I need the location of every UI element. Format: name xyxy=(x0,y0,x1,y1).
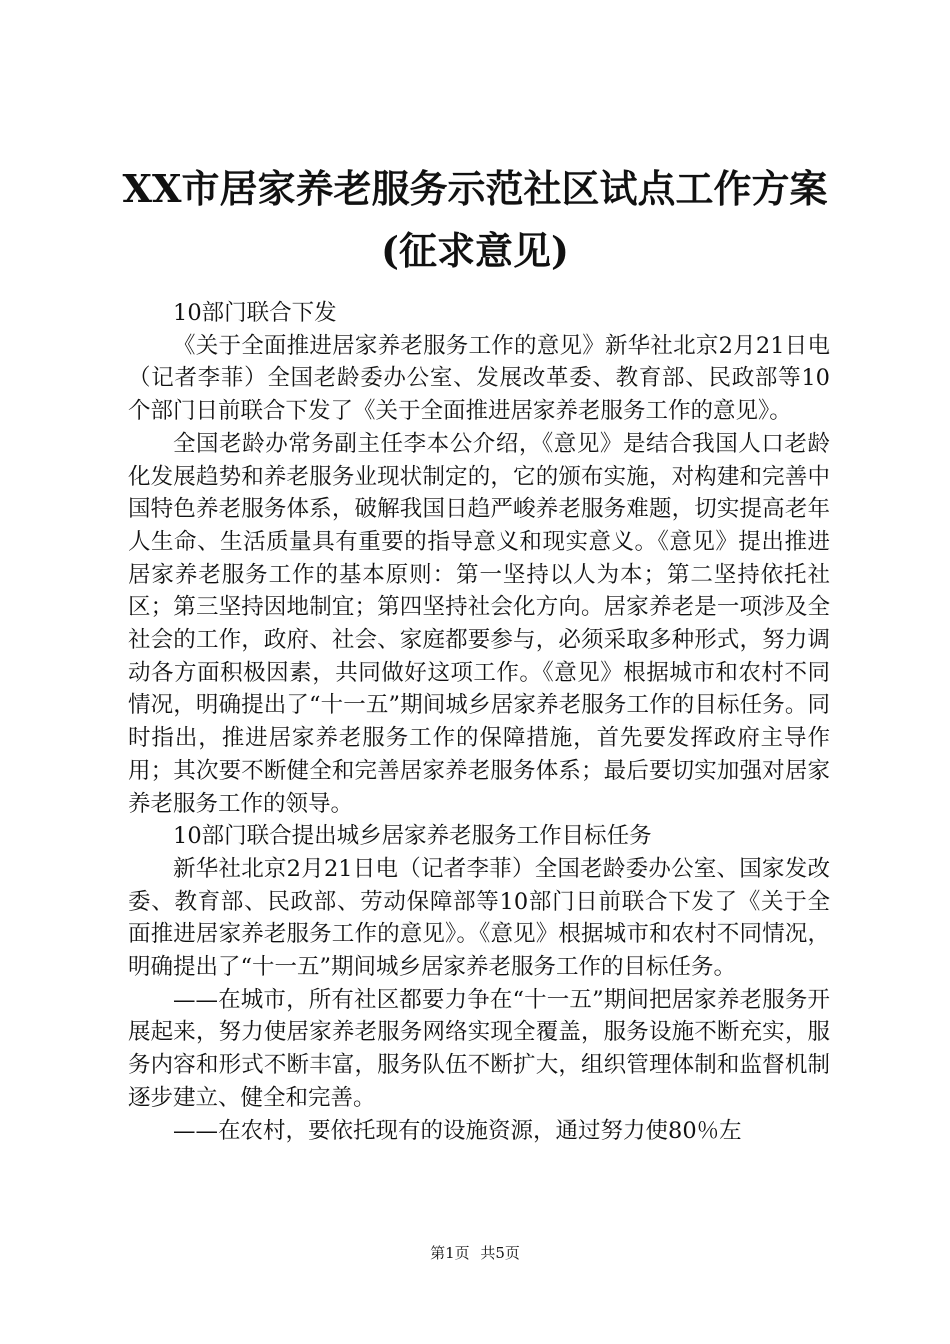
page-total: 共5页 xyxy=(480,1244,520,1262)
page-footer xyxy=(0,1243,950,1263)
paragraph-subheading-1: 10部门联合下发 xyxy=(173,300,337,326)
paragraph-3: 新华社北京2月21日电（记者李菲）全国老龄委办公室、国家发改委、教育部、民政部、劳动保障部等10部门日前联合下发了《关于全面推进居家养老服务工作的意见》。《意见》根据城市和农村不同情况，明确提出了“十一五”期间城乡居家养老服务工作的目标任务。 xyxy=(128,855,830,981)
page-number: 第1页 xyxy=(430,1244,470,1262)
document-title: XX市居家养老服务示范社区试点工作方案(征求意见) xyxy=(122,166,828,273)
document-body xyxy=(128,297,830,1147)
paragraph-1: 《关于全面推进居家养老服务工作的意见》新华社北京2月21日电（记者李菲）全国老龄委办公室、发展改革委、教育部、民政部等10个部门日前联合下发了《关于全面推进居家养老服务工作的意见》。 xyxy=(128,332,830,425)
paragraph-2: 全国老龄办常务副主任李本公介绍，《意见》是结合我国人口老龄化发展趋势和养老服务业现状制定的，它的颁布实施，对构建和完善中国特色养老服务体系，破解我国日趋严峻养老服务难题，切实提高老年人生命、生活质量具有重要的指导意义和现实意义。《意见》提出推进居家养老服务工作的基本原则：第一坚持以人为本；第二坚持依托社区；第三坚持因地制宜；第四坚持社会化方向。居家养老是一项涉及全社会的工作，政府、社会、家庭都要参与，必须采取多种形式，努力调动各方面积极因素，共同做好这项工作。《意见》根据城市和农村不同情况，明确提出了“十一五”期间城乡居家养老服务工作的目标任务。同时指出，推进居家养老服务工作的保障措施，首先要发挥政府主导作用；其次要不断健全和完善居家养老服务体系；最后要切实加强对居家养老服务工作的领导。 xyxy=(128,430,830,817)
paragraph-subheading-2: 10部门联合提出城乡居家养老服务工作目标任务 xyxy=(173,823,652,850)
paragraph-4: ——在城市，所有社区都要力争在“十一五”期间把居家养老服务开展起来，努力使居家养老服务网络实现全覆盖，服务设施不断充实，服务内容和形式不断丰富，服务队伍不断扩大，组织管理体制和监督机制逐步建立、健全和完善。 xyxy=(128,986,830,1111)
paragraph-5: ——在农村，要依托现有的设施资源，通过努力使80％左 xyxy=(173,1117,742,1144)
